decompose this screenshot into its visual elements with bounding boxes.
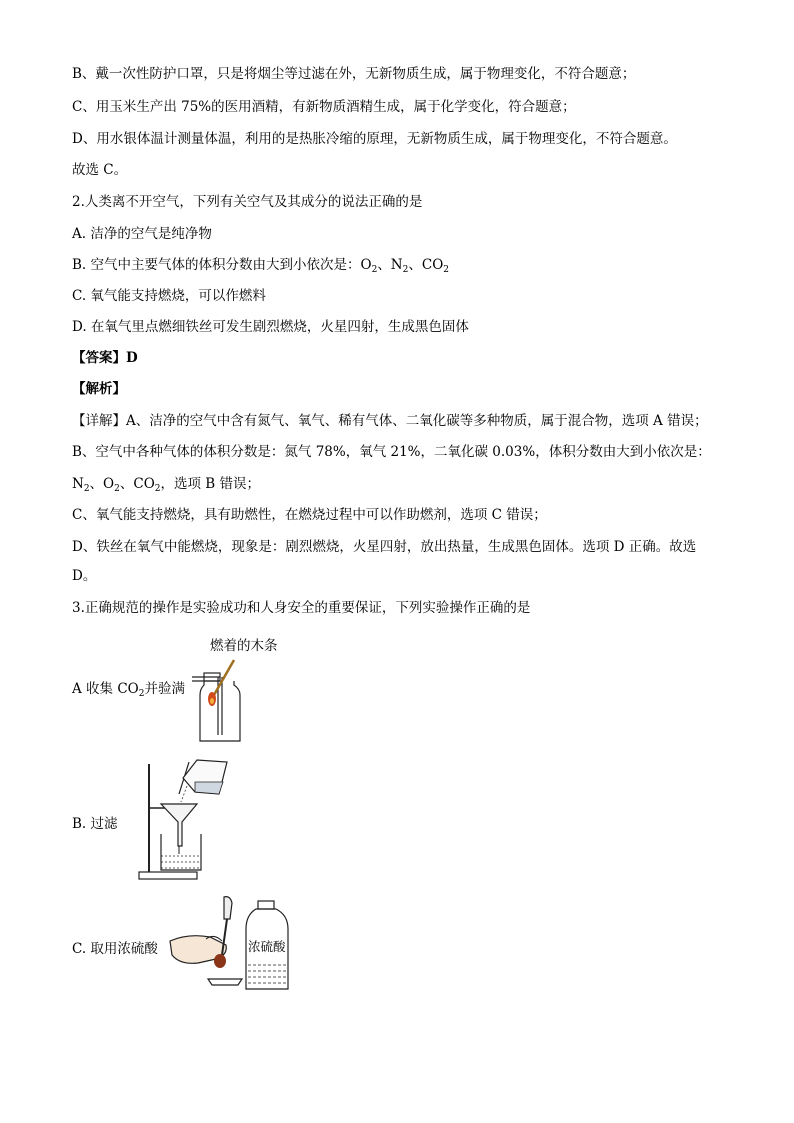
q3-option-c: C. 取用浓硫酸: [72, 941, 158, 957]
q3-option-a: A 收集 $CO_2$并验满: [72, 681, 185, 699]
q2-option-c: C. 氧气能支持燃烧，可以作燃料: [72, 288, 266, 304]
gas-collection-bottle-figure: [190, 655, 250, 745]
q2-detail-d2: D。: [72, 568, 97, 584]
prev-answer-d: D、用水银体温计测量体温，利用的是热胀冷缩的原理，无新物质生成，属于物理变化，不符合题意。: [72, 131, 677, 147]
q2-option-a: A. 洁净的空气是纯净物: [72, 226, 212, 242]
q2-stem: 2.人类离不开空气，下列有关空气及其成分的说法正确的是: [72, 194, 423, 210]
q2-answer: 【答案】D: [72, 350, 138, 366]
q2-option-d: D. 在氧气里点燃细铁丝可发生剧烈燃烧，火星四射，生成黑色固体: [72, 319, 469, 335]
burning-splint-label: 燃着的木条: [210, 638, 278, 654]
q2-detail-d1: D、铁丝在氧气中能燃烧，现象是：剧烈燃烧，火星四射，放出热量，生成黑色固体。选项 D 正确。故选: [72, 539, 697, 555]
prev-answer-b: B、戴一次性防护口罩，只是将烟尘等过滤在外，无新物质生成，属于物理变化，不符合题意；: [72, 66, 636, 82]
q2-detail-b1: B、空气中各种气体的体积分数是：氮气 78%，氧气 21%，二氧化碳 0.03%，体积分数由大到小依次是：: [72, 444, 711, 460]
q2-detail-a: 【详解】A、洁净的空气中含有氮气、氧气、稀有气体、二氧化碳等多种物质，属于混合物，选项 A 错误；: [72, 413, 708, 429]
dropper-and-bottle-figure: [168, 893, 293, 993]
sulfuric-acid-bottle-label: 浓硫酸: [248, 939, 286, 954]
q3-stem: 3.正确规范的操作是实验成功和人身安全的重要保证，下列实验操作正确的是: [72, 600, 531, 616]
q3-option-b: B. 过滤: [72, 816, 118, 832]
q2-detail-c: C、氧气能支持燃烧，具有助燃性，在燃烧过程中可以作助燃剂，选项 C 错误；: [72, 507, 547, 523]
prev-conclusion: 故选 C。: [72, 162, 128, 178]
prev-answer-c: C、用玉米生产出 75%的医用酒精，有新物质酒精生成，属于化学变化，符合题意；: [72, 99, 576, 115]
q2-detail-b2: $N_2$、$O_2$、$CO_2$，选项 B 错误；: [72, 476, 261, 494]
q2-option-b: B. 空气中主要气体的体积分数由大到小依次是：$O_2$、$N_2$、$CO_2$: [72, 257, 449, 275]
filtration-apparatus-figure: [135, 758, 235, 883]
q2-analysis-label: 【解析】: [72, 381, 126, 397]
